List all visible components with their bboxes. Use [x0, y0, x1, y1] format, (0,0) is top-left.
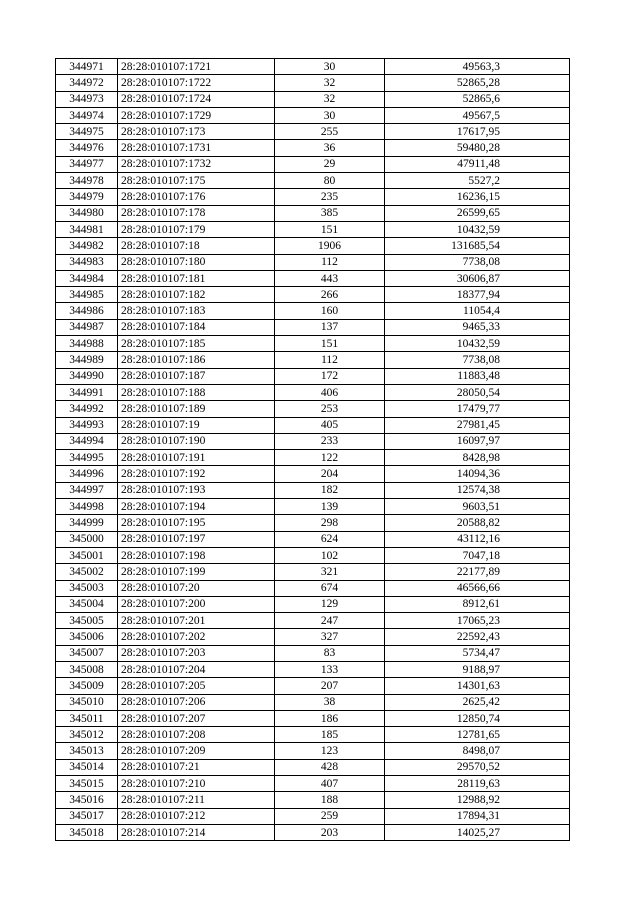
cadastral-number-cell: 28:28:010107:178 — [118, 205, 275, 221]
area-cell: 122 — [275, 450, 385, 466]
area-cell: 29 — [275, 156, 385, 172]
table-row — [56, 678, 570, 694]
area-cell: 38 — [275, 694, 385, 710]
row-number-cell: 344980 — [56, 205, 118, 221]
cadastral-number-cell: 28:28:010107:1724 — [118, 91, 275, 107]
table-row — [56, 613, 570, 629]
area-cell: 428 — [275, 759, 385, 775]
table-row — [56, 270, 570, 286]
value-cell: 131685,54 — [385, 238, 570, 254]
cadastral-number-cell: 28:28:010107:1722 — [118, 75, 275, 91]
value-cell: 47911,48 — [385, 156, 570, 172]
cadastral-number-cell: 28:28:010107:189 — [118, 401, 275, 417]
row-number-cell: 345011 — [56, 710, 118, 726]
area-cell: 32 — [275, 75, 385, 91]
cadastral-number-cell: 28:28:010107:211 — [118, 792, 275, 808]
value-cell: 22177,89 — [385, 564, 570, 580]
cadastral-number-cell: 28:28:010107:180 — [118, 254, 275, 270]
row-number-cell: 345006 — [56, 629, 118, 645]
cadastral-number-cell: 28:28:010107:198 — [118, 547, 275, 563]
area-cell: 235 — [275, 189, 385, 205]
table-row — [56, 417, 570, 433]
area-cell: 247 — [275, 613, 385, 629]
value-cell: 8498,07 — [385, 743, 570, 759]
value-cell: 20588,82 — [385, 515, 570, 531]
area-cell: 36 — [275, 140, 385, 156]
row-number-cell: 344998 — [56, 499, 118, 515]
table-row — [56, 221, 570, 237]
value-cell: 30606,87 — [385, 270, 570, 286]
row-number-cell: 344972 — [56, 75, 118, 91]
value-cell: 12781,65 — [385, 727, 570, 743]
cadastral-number-cell: 28:28:010107:1721 — [118, 59, 275, 75]
area-cell: 129 — [275, 596, 385, 612]
area-cell: 151 — [275, 336, 385, 352]
row-number-cell: 344999 — [56, 515, 118, 531]
area-cell: 385 — [275, 205, 385, 221]
area-cell: 80 — [275, 173, 385, 189]
table-row — [56, 776, 570, 792]
table-row — [56, 303, 570, 319]
value-cell: 11054,4 — [385, 303, 570, 319]
row-number-cell: 344992 — [56, 401, 118, 417]
table-row — [56, 173, 570, 189]
area-cell: 112 — [275, 254, 385, 270]
area-cell: 233 — [275, 433, 385, 449]
row-number-cell: 344976 — [56, 140, 118, 156]
row-number-cell: 345016 — [56, 792, 118, 808]
value-cell: 52865,6 — [385, 91, 570, 107]
cadastral-number-cell: 28:28:010107:199 — [118, 564, 275, 580]
area-cell: 1906 — [275, 238, 385, 254]
table-row — [56, 124, 570, 140]
row-number-cell: 345017 — [56, 808, 118, 824]
row-number-cell: 344984 — [56, 270, 118, 286]
cadastral-number-cell: 28:28:010107:210 — [118, 776, 275, 792]
value-cell: 17065,23 — [385, 613, 570, 629]
area-cell: 207 — [275, 678, 385, 694]
cadastral-number-cell: 28:28:010107:204 — [118, 661, 275, 677]
value-cell: 17894,31 — [385, 808, 570, 824]
table-row — [56, 59, 570, 75]
cadastral-number-cell: 28:28:010107:205 — [118, 678, 275, 694]
table-row — [56, 450, 570, 466]
value-cell: 9188,97 — [385, 661, 570, 677]
table-row — [56, 466, 570, 482]
area-cell: 443 — [275, 270, 385, 286]
value-cell: 29570,52 — [385, 759, 570, 775]
table-row — [56, 352, 570, 368]
row-number-cell: 345009 — [56, 678, 118, 694]
area-cell: 151 — [275, 221, 385, 237]
table-row — [56, 287, 570, 303]
table-row — [56, 156, 570, 172]
cadastral-number-cell: 28:28:010107:193 — [118, 482, 275, 498]
row-number-cell: 344995 — [56, 450, 118, 466]
row-number-cell: 344997 — [56, 482, 118, 498]
table-row — [56, 645, 570, 661]
area-cell: 112 — [275, 352, 385, 368]
table-row — [56, 238, 570, 254]
area-cell: 624 — [275, 531, 385, 547]
row-number-cell: 345001 — [56, 547, 118, 563]
table-row — [56, 75, 570, 91]
cadastral-number-cell: 28:28:010107:192 — [118, 466, 275, 482]
table-row — [56, 401, 570, 417]
table-row — [56, 808, 570, 824]
value-cell: 27981,45 — [385, 417, 570, 433]
value-cell: 12988,92 — [385, 792, 570, 808]
table-row — [56, 792, 570, 808]
row-number-cell: 345012 — [56, 727, 118, 743]
area-cell: 327 — [275, 629, 385, 645]
cadastral-number-cell: 28:28:010107:214 — [118, 824, 275, 840]
cadastral-number-cell: 28:28:010107:179 — [118, 221, 275, 237]
area-cell: 160 — [275, 303, 385, 319]
table-row — [56, 482, 570, 498]
area-cell: 406 — [275, 384, 385, 400]
area-cell: 182 — [275, 482, 385, 498]
table-row — [56, 189, 570, 205]
row-number-cell: 344982 — [56, 238, 118, 254]
row-number-cell: 344994 — [56, 433, 118, 449]
cadastral-number-cell: 28:28:010107:191 — [118, 450, 275, 466]
value-cell: 52865,28 — [385, 75, 570, 91]
table-row — [56, 107, 570, 123]
cadastral-number-cell: 28:28:010107:206 — [118, 694, 275, 710]
table-row — [56, 499, 570, 515]
value-cell: 28119,63 — [385, 776, 570, 792]
table-row — [56, 205, 570, 221]
row-number-cell: 345007 — [56, 645, 118, 661]
cadastral-number-cell: 28:28:010107:207 — [118, 710, 275, 726]
row-number-cell: 345002 — [56, 564, 118, 580]
cadastral-number-cell: 28:28:010107:1732 — [118, 156, 275, 172]
area-cell: 253 — [275, 401, 385, 417]
cadastral-number-cell: 28:28:010107:195 — [118, 515, 275, 531]
row-number-cell: 345008 — [56, 661, 118, 677]
value-cell: 46566,66 — [385, 580, 570, 596]
row-number-cell: 344991 — [56, 384, 118, 400]
table-row — [56, 743, 570, 759]
area-cell: 137 — [275, 319, 385, 335]
area-cell: 30 — [275, 59, 385, 75]
row-number-cell: 345018 — [56, 824, 118, 840]
cadastral-number-cell: 28:28:010107:201 — [118, 613, 275, 629]
cadastral-number-cell: 28:28:010107:173 — [118, 124, 275, 140]
area-cell: 266 — [275, 287, 385, 303]
area-cell: 298 — [275, 515, 385, 531]
value-cell: 10432,59 — [385, 336, 570, 352]
cadastral-number-cell: 28:28:010107:187 — [118, 368, 275, 384]
row-number-cell: 345004 — [56, 596, 118, 612]
table-row — [56, 710, 570, 726]
cadastral-number-cell: 28:28:010107:208 — [118, 727, 275, 743]
table-row — [56, 564, 570, 580]
value-cell: 12850,74 — [385, 710, 570, 726]
value-cell: 49567,5 — [385, 107, 570, 123]
row-number-cell: 344996 — [56, 466, 118, 482]
cadastral-table — [55, 58, 570, 841]
row-number-cell: 344979 — [56, 189, 118, 205]
table-row — [56, 336, 570, 352]
cadastral-number-cell: 28:28:010107:194 — [118, 499, 275, 515]
area-cell: 186 — [275, 710, 385, 726]
table-row — [56, 727, 570, 743]
row-number-cell: 344973 — [56, 91, 118, 107]
row-number-cell: 345003 — [56, 580, 118, 596]
row-number-cell: 344975 — [56, 124, 118, 140]
table-row — [56, 140, 570, 156]
row-number-cell: 344971 — [56, 59, 118, 75]
row-number-cell: 344986 — [56, 303, 118, 319]
cadastral-number-cell: 28:28:010107:202 — [118, 629, 275, 645]
value-cell: 16097,97 — [385, 433, 570, 449]
area-cell: 188 — [275, 792, 385, 808]
cadastral-number-cell: 28:28:010107:203 — [118, 645, 275, 661]
row-number-cell: 344983 — [56, 254, 118, 270]
cadastral-number-cell: 28:28:010107:1731 — [118, 140, 275, 156]
area-cell: 204 — [275, 466, 385, 482]
value-cell: 18377,94 — [385, 287, 570, 303]
value-cell: 26599,65 — [385, 205, 570, 221]
cadastral-number-cell: 28:28:010107:186 — [118, 352, 275, 368]
cadastral-number-cell: 28:28:010107:200 — [118, 596, 275, 612]
value-cell: 5734,47 — [385, 645, 570, 661]
table-row — [56, 254, 570, 270]
table-row — [56, 596, 570, 612]
value-cell: 14301,63 — [385, 678, 570, 694]
table-row — [56, 531, 570, 547]
area-cell: 139 — [275, 499, 385, 515]
table-row — [56, 759, 570, 775]
cadastral-number-cell: 28:28:010107:175 — [118, 173, 275, 189]
cadastral-number-cell: 28:28:010107:190 — [118, 433, 275, 449]
table-row — [56, 384, 570, 400]
value-cell: 17617,95 — [385, 124, 570, 140]
value-cell: 7738,08 — [385, 254, 570, 270]
row-number-cell: 344987 — [56, 319, 118, 335]
row-number-cell: 345013 — [56, 743, 118, 759]
cadastral-number-cell: 28:28:010107:185 — [118, 336, 275, 352]
area-cell: 172 — [275, 368, 385, 384]
area-cell: 321 — [275, 564, 385, 580]
table-row — [56, 91, 570, 107]
area-cell: 123 — [275, 743, 385, 759]
value-cell: 10432,59 — [385, 221, 570, 237]
row-number-cell: 344989 — [56, 352, 118, 368]
value-cell: 49563,3 — [385, 59, 570, 75]
value-cell: 7738,08 — [385, 352, 570, 368]
table-row — [56, 694, 570, 710]
value-cell: 7047,18 — [385, 547, 570, 563]
value-cell: 11883,48 — [385, 368, 570, 384]
table-row — [56, 433, 570, 449]
row-number-cell: 344977 — [56, 156, 118, 172]
cadastral-number-cell: 28:28:010107:184 — [118, 319, 275, 335]
value-cell: 8428,98 — [385, 450, 570, 466]
cadastral-number-cell: 28:28:010107:19 — [118, 417, 275, 433]
value-cell: 22592,43 — [385, 629, 570, 645]
value-cell: 2625,42 — [385, 694, 570, 710]
area-cell: 32 — [275, 91, 385, 107]
value-cell: 14025,27 — [385, 824, 570, 840]
cadastral-number-cell: 28:28:010107:183 — [118, 303, 275, 319]
area-cell: 255 — [275, 124, 385, 140]
area-cell: 133 — [275, 661, 385, 677]
value-cell: 5527,2 — [385, 173, 570, 189]
table-row — [56, 368, 570, 384]
value-cell: 28050,54 — [385, 384, 570, 400]
table-row — [56, 547, 570, 563]
cadastral-number-cell: 28:28:010107:1729 — [118, 107, 275, 123]
row-number-cell: 344993 — [56, 417, 118, 433]
row-number-cell: 344981 — [56, 221, 118, 237]
area-cell: 185 — [275, 727, 385, 743]
cadastral-number-cell: 28:28:010107:18 — [118, 238, 275, 254]
value-cell: 16236,15 — [385, 189, 570, 205]
cadastral-number-cell: 28:28:010107:188 — [118, 384, 275, 400]
value-cell: 17479,77 — [385, 401, 570, 417]
value-cell: 43112,16 — [385, 531, 570, 547]
value-cell: 59480,28 — [385, 140, 570, 156]
row-number-cell: 344990 — [56, 368, 118, 384]
table-row — [56, 515, 570, 531]
cadastral-number-cell: 28:28:010107:20 — [118, 580, 275, 596]
table-row — [56, 580, 570, 596]
cadastral-number-cell: 28:28:010107:21 — [118, 759, 275, 775]
area-cell: 405 — [275, 417, 385, 433]
row-number-cell: 345000 — [56, 531, 118, 547]
row-number-cell: 344978 — [56, 173, 118, 189]
cadastral-number-cell: 28:28:010107:182 — [118, 287, 275, 303]
row-number-cell: 345010 — [56, 694, 118, 710]
value-cell: 9603,51 — [385, 499, 570, 515]
row-number-cell: 345015 — [56, 776, 118, 792]
table-row — [56, 824, 570, 840]
area-cell: 407 — [275, 776, 385, 792]
value-cell: 8912,61 — [385, 596, 570, 612]
table-row — [56, 661, 570, 677]
area-cell: 259 — [275, 808, 385, 824]
area-cell: 102 — [275, 547, 385, 563]
area-cell: 674 — [275, 580, 385, 596]
cadastral-number-cell: 28:28:010107:197 — [118, 531, 275, 547]
row-number-cell: 345005 — [56, 613, 118, 629]
cadastral-number-cell: 28:28:010107:212 — [118, 808, 275, 824]
table-body — [56, 59, 570, 841]
area-cell: 83 — [275, 645, 385, 661]
row-number-cell: 344988 — [56, 336, 118, 352]
row-number-cell: 344974 — [56, 107, 118, 123]
area-cell: 203 — [275, 824, 385, 840]
cadastral-number-cell: 28:28:010107:209 — [118, 743, 275, 759]
row-number-cell: 345014 — [56, 759, 118, 775]
row-number-cell: 344985 — [56, 287, 118, 303]
value-cell: 14094,36 — [385, 466, 570, 482]
value-cell: 9465,33 — [385, 319, 570, 335]
cadastral-number-cell: 28:28:010107:181 — [118, 270, 275, 286]
table-row — [56, 629, 570, 645]
document-page — [55, 58, 569, 841]
value-cell: 12574,38 — [385, 482, 570, 498]
table-row — [56, 319, 570, 335]
area-cell: 30 — [275, 107, 385, 123]
cadastral-number-cell: 28:28:010107:176 — [118, 189, 275, 205]
